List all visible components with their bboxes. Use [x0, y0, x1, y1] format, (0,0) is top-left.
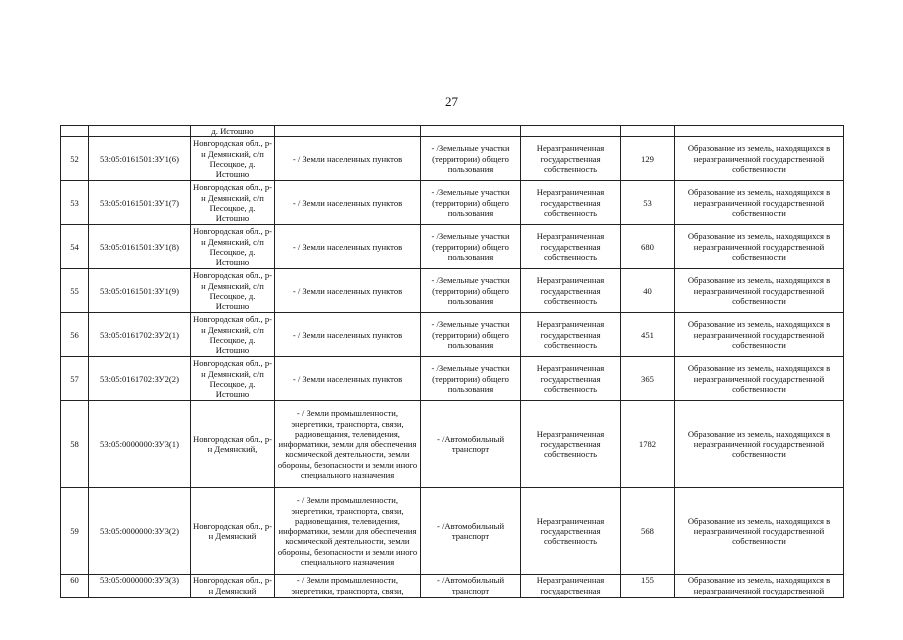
- table-row: [61, 575, 844, 598]
- cell-permitted-use: - /Автомобильный транспорт: [421, 488, 521, 575]
- cell-address: Новгородская обл., р-н Демянский, с/п Песоцкое, д. Истошно: [191, 313, 275, 357]
- table-row: [61, 313, 844, 357]
- cell-address-text: Новгородская обл., р-н Демянский: [193, 575, 272, 596]
- cell-address: [191, 575, 275, 598]
- cell-address: д. Истошно: [191, 126, 275, 137]
- cell-area: [621, 126, 675, 137]
- table-row: [61, 488, 844, 575]
- cell-area: 365: [621, 357, 675, 401]
- cell-area: 680: [621, 225, 675, 269]
- cell-category: [275, 126, 421, 137]
- cell-address: Новгородская обл., р-н Демянский,: [191, 401, 275, 488]
- table-row: [61, 137, 844, 181]
- cell-method: Образование из земель, находящихся в неразграниченной государственной собственности: [675, 269, 844, 313]
- cell-area: [621, 575, 675, 598]
- cell-cadastral: 53:05:0161501:ЗУ1(7): [89, 181, 191, 225]
- cell-permitted-use: - /Земельные участки (территории) общего пользования: [421, 313, 521, 357]
- cell-area-text: 155: [641, 575, 654, 586]
- cell-method-text: Образование из земель, находящихся в неразграниченной государственной: [687, 575, 831, 596]
- cell-category: - / Земли населенных пунктов: [275, 137, 421, 181]
- cell-method: Образование из земель, находящихся в неразграниченной государственной собственности: [675, 137, 844, 181]
- cell-num: 55: [61, 269, 89, 313]
- cell-permitted-use: - /Земельные участки (территории) общего пользования: [421, 181, 521, 225]
- cell-ownership: Неразграниченная государственная собственность: [521, 225, 621, 269]
- cell-permitted-use: [421, 575, 521, 598]
- cell-cadastral: 53:05:0161501:ЗУ1(6): [89, 137, 191, 181]
- cell-method: Образование из земель, находящихся в неразграниченной государственной собственности: [675, 225, 844, 269]
- cell-cadastral: 53:05:0000000:ЗУ3(2): [89, 488, 191, 575]
- cell-category: - / Земли населенных пунктов: [275, 181, 421, 225]
- cell-address: Новгородская обл., р-н Демянский, с/п Песоцкое, д. Истошно: [191, 225, 275, 269]
- cell-permitted-use: - /Земельные участки (территории) общего пользования: [421, 357, 521, 401]
- cell-address: Новгородская обл., р-н Демянский, с/п Песоцкое, д. Истошно: [191, 181, 275, 225]
- cell-address: Новгородская обл., р-н Демянский, с/п Песоцкое, д. Истошно: [191, 269, 275, 313]
- cell-method: Образование из земель, находящихся в неразграниченной государственной собственности: [675, 488, 844, 575]
- cell-num-text: 60: [70, 575, 79, 586]
- cell-method: [675, 126, 844, 137]
- cell-num: [61, 126, 89, 137]
- cell-category-text: - / Земли промышленности, энергетики, транспорта, связи,: [291, 575, 404, 596]
- cell-ownership: [521, 575, 621, 598]
- cell-permitted-use: - /Земельные участки (территории) общего пользования: [421, 137, 521, 181]
- cell-method: Образование из земель, находящихся в неразграниченной государственной собственности: [675, 401, 844, 488]
- cell-cadastral: 53:05:0161702:ЗУ2(1): [89, 313, 191, 357]
- cell-cadastral: 53:05:0161501:ЗУ1(9): [89, 269, 191, 313]
- cell-permitted-use: [421, 126, 521, 137]
- cell-permitted-use: - /Автомобильный транспорт: [421, 401, 521, 488]
- cell-area: 568: [621, 488, 675, 575]
- table-row: [61, 401, 844, 488]
- cell-num: 52: [61, 137, 89, 181]
- cell-permitted-use-text: - /Автомобильный транспорт: [436, 575, 505, 596]
- cell-ownership: Неразграниченная государственная собственность: [521, 137, 621, 181]
- cell-ownership: Неразграниченная государственная собственность: [521, 181, 621, 225]
- page-number: 27: [445, 94, 458, 109]
- cell-category: - / Земли промышленности, энергетики, транспорта, связи, радиовещания, телевидения, информатики, земли для обеспечения космической деятельности, земли обороны, безопасности и земли иного специального назначения: [275, 401, 421, 488]
- continuation-row: [61, 126, 844, 137]
- cell-method: [675, 575, 844, 598]
- cell-num: [61, 575, 89, 598]
- cell-ownership: Неразграниченная государственная собственность: [521, 401, 621, 488]
- cell-area: 40: [621, 269, 675, 313]
- cell-method: Образование из земель, находящихся в неразграниченной государственной собственности: [675, 313, 844, 357]
- cell-cadastral: [89, 126, 191, 137]
- cell-area: 1782: [621, 401, 675, 488]
- cell-cadastral: 53:05:0000000:ЗУ3(1): [89, 401, 191, 488]
- land-plots-table: [60, 125, 844, 598]
- cell-cadastral: 53:05:0161702:ЗУ2(2): [89, 357, 191, 401]
- cell-address: Новгородская обл., р-н Демянский, с/п Песоцкое, д. Истошно: [191, 357, 275, 401]
- cell-num: 59: [61, 488, 89, 575]
- cell-category: - / Земли населенных пунктов: [275, 225, 421, 269]
- cell-permitted-use: - /Земельные участки (территории) общего пользования: [421, 269, 521, 313]
- cell-ownership: Неразграниченная государственная собственность: [521, 313, 621, 357]
- table-row: [61, 225, 844, 269]
- cell-cadastral-text: 53:05:0000000:ЗУ3(3): [100, 575, 179, 586]
- cell-category: - / Земли населенных пунктов: [275, 357, 421, 401]
- cell-ownership: Неразграниченная государственная собственность: [521, 488, 621, 575]
- cell-num: 57: [61, 357, 89, 401]
- cell-method: Образование из земель, находящихся в неразграниченной государственной собственности: [675, 181, 844, 225]
- cell-category: - / Земли населенных пунктов: [275, 313, 421, 357]
- table-row: [61, 269, 844, 313]
- cell-ownership: Неразграниченная государственная собственность: [521, 357, 621, 401]
- cell-cadastral: [89, 575, 191, 598]
- cell-permitted-use: - /Земельные участки (территории) общего пользования: [421, 225, 521, 269]
- cell-num: 53: [61, 181, 89, 225]
- table-row: [61, 357, 844, 401]
- cell-ownership-text: Неразграниченная государственная: [536, 575, 605, 596]
- cell-category: - / Земли населенных пунктов: [275, 269, 421, 313]
- cell-ownership: Неразграниченная государственная собственность: [521, 269, 621, 313]
- cell-method: Образование из земель, находящихся в неразграниченной государственной собственности: [675, 357, 844, 401]
- cell-category: - / Земли промышленности, энергетики, транспорта, связи, радиовещания, телевидения, информатики, земли для обеспечения космической деятельности, земли обороны, безопасности и земли иного специального назначения: [275, 488, 421, 575]
- cell-num: 56: [61, 313, 89, 357]
- cell-cadastral: 53:05:0161501:ЗУ1(8): [89, 225, 191, 269]
- cell-area: 53: [621, 181, 675, 225]
- cell-area: 129: [621, 137, 675, 181]
- table-row: [61, 181, 844, 225]
- cell-address: Новгородская обл., р-н Демянский: [191, 488, 275, 575]
- cell-num: 58: [61, 401, 89, 488]
- cell-address: Новгородская обл., р-н Демянский, с/п Песоцкое, д. Истошно: [191, 137, 275, 181]
- cell-ownership: [521, 126, 621, 137]
- cell-area: 451: [621, 313, 675, 357]
- cell-num: 54: [61, 225, 89, 269]
- cell-category: [275, 575, 421, 598]
